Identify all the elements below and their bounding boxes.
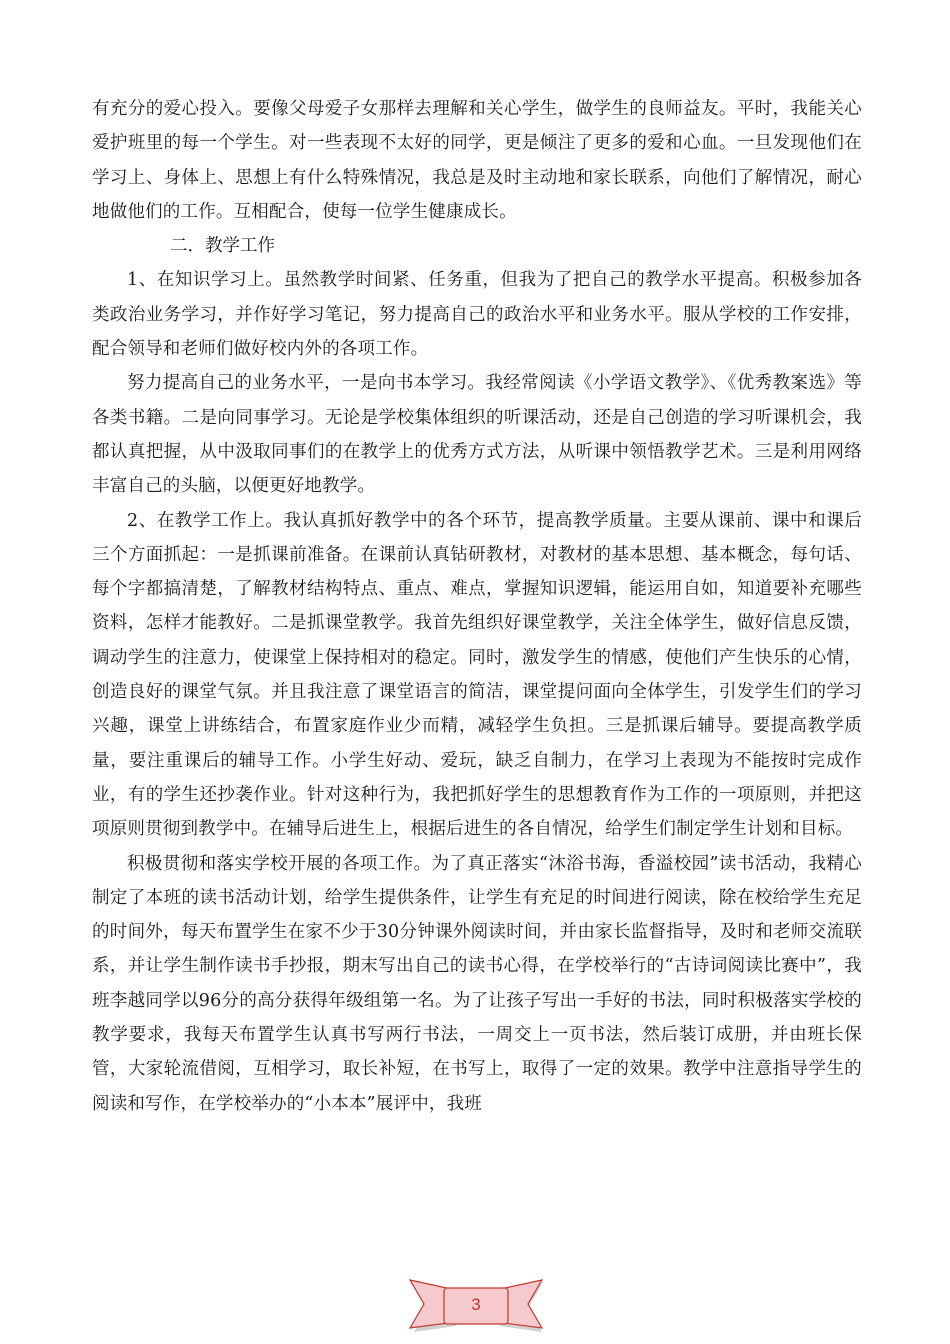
page-number: 3	[471, 1295, 481, 1314]
paragraph-teaching-work: 2、在教学工作上。我认真抓好教学中的各个环节，提高教学质量。主要从课前、课中和课后三个方面抓起：一是抓课前准备。在课前认真钻研教材，对教材的基本思想、基本概念，每句话、每个字都搞清楚，了解教材结构特点、重点、难点，掌握知识逻辑，能运用自如，知道要补充哪些资料，怎样才能教好。二是抓课堂教学。我首先组织好课堂教学，关注全体学生，做好信息反馈，调动学生的注意力，使课堂上保持相对的稳定。同时，激发学生的情感，使他们产生快乐的心情，创造良好的课堂气氛。并且我注意了课堂语言的简洁，课堂提问面向全体学生，引发学生们的学习兴趣，课堂上讲练结合，布置家庭作业少而精，减轻学生负担。三是抓课后辅导。要提高教学质量，要注重课后的辅导工作。小学生好动、爱玩，缺乏自制力，在学习上表现为不能按时完成作业，有的学生还抄袭作业。针对这种行为，我把抓好学生的思想教育作为工作的一项原则，并把这项原则贯彻到教学中。在辅导后进生上，根据后进生的各自情况，给学生们制定学生计划和目标。	[92, 510, 862, 840]
paragraph-intro-continuation: 有充分的爱心投入。要像父母爱子女那样去理解和关心学生，做学生的良师益友。平时，我能关心爱护班里的每一个学生。对一些表现不太好的同学，更是倾注了更多的爱和心血。一旦发现他们在学习上、身体上、思想上有什么特殊情况，我总是及时主动地和家长联系，向他们了解情况，耐心地做他们的工作。互相配合，使每一位学生健康成长。	[92, 99, 862, 222]
paragraph-professional-level: 努力提高自己的业务水平，一是向书本学习。我经常阅读《小学语文教学》、《优秀教案选》等各类书籍。二是向同事学习。无论是学校集体组织的听课活动，还是自己创造的学习听课机会，我都认真把握，从中汲取同事们的在教学上的优秀方式方法，从听课中领悟教学艺术。三是利用网络丰富自己的头脑，以便更好地教学。	[92, 373, 862, 497]
paragraph-knowledge-learning: 1、在知识学习上。虽然教学时间紧、任务重，但我为了把自己的教学水平提高。积极参加各类政治业务学习，并作好学习笔记，努力提高自己的政治水平和业务水平。服从学校的工作安排，配合领导和老师们做好校内外的各项工作。	[92, 270, 862, 360]
document-body	[92, 92, 862, 1121]
paragraph-school-activities: 积极贯彻和落实学校开展的各项工作。为了真正落实“沐浴书海，香溢校园”读书活动，我精心制定了本班的读书活动计划，给学生提供条件，让学生有充足的时间进行阅读，除在校给学生充足的时间外，每天布置学生在家不少于30分钟课外阅读时间，并由家长监督指导，及时和老师交流联系，并让学生制作读书手抄报，期末写出自己的读书心得，在学校举行的“古诗词阅读比赛中”，我班李越同学以96分的高分获得年级组第一名。为了让孩子写出一手好的书法，同时积极落实学校的教学要求，我每天布置学生认真书写两行书法，一周交上一页书法，然后装订成册，并由班长保管，大家轮流借阅，互相学习，取长补短，在书写上，取得了一定的效果。教学中注意指导学生的阅读和写作，在学校举办的“小本本”展评中，我班	[92, 853, 862, 1114]
page-number-badge	[406, 1276, 546, 1336]
section-heading-teaching-work: 二．教学工作	[170, 236, 275, 257]
